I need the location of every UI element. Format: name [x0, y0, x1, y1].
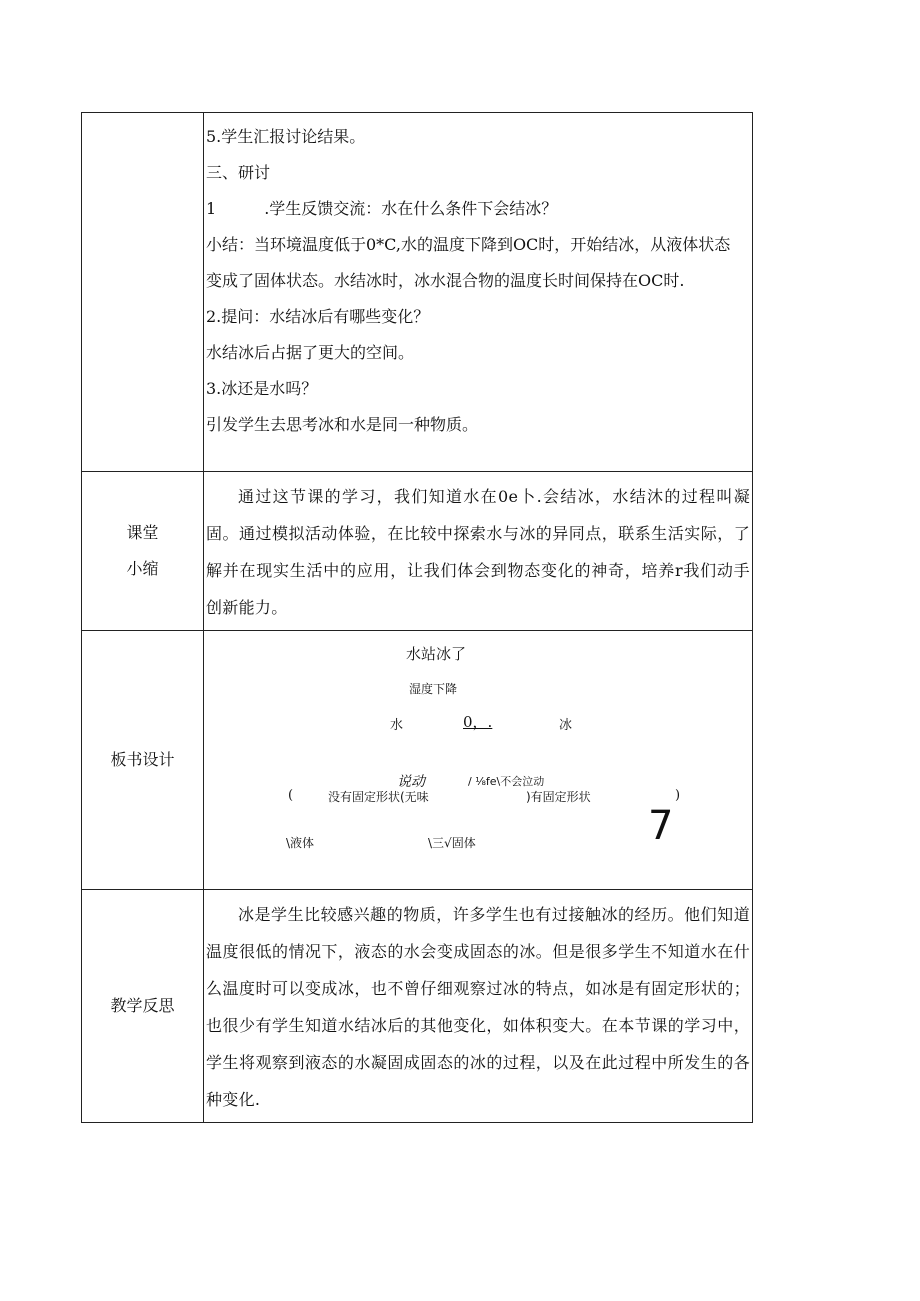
summary-row	[82, 472, 753, 631]
process-line: 引发学生去思考冰和水是同一种物质。	[206, 415, 479, 434]
board-subtitle: 湿度下降	[409, 682, 458, 696]
board-has-shape: )有固定形状	[526, 790, 591, 804]
summary-label-line1: 课堂	[126, 523, 159, 542]
reflection-text: 冰是学生比较感兴趣的物质，许多学生也有过接触冰的经历。他们知道温度很低的情况下，液态的水会变成固态的冰。但是很多学生不知道水在什么温度时可以变成冰，也不曾仔细观察过冰的特点，如冰是有固定形状的；也很少有学生知道水结冰后的其他变化，如体积变大。在本节课的学习中，学生将观察到液态的水凝固成固态的冰的过程，以及在此过程中所发生的各种变化.	[206, 905, 750, 1109]
reflection-content-cell	[204, 890, 753, 1123]
board-solid: \三√固体	[428, 836, 476, 850]
board-no-flow: / ⅛fe\不会泣动	[468, 775, 545, 788]
board-ice: 冰	[559, 718, 573, 733]
board-paren-left: (	[288, 788, 294, 803]
process-line: 5.学生汇报讨论结果。	[206, 127, 366, 146]
process-line: 3.冰还是水吗？	[206, 379, 318, 398]
summary-label-cell	[82, 472, 204, 631]
board-label: 板书设计	[110, 750, 175, 769]
item-number: 1	[206, 199, 217, 218]
summary-content-cell	[204, 472, 753, 631]
board-row	[82, 631, 753, 890]
process-line	[204, 191, 752, 227]
board-content-cell	[204, 631, 753, 890]
process-heading: 三、研讨	[206, 163, 271, 182]
process-content-cell	[204, 113, 753, 472]
process-row	[82, 113, 753, 472]
board-flow: 说动	[397, 774, 425, 790]
board-paren-right: )	[675, 788, 681, 803]
process-line: 变成了固体状态。水结冰时，冰水混合物的温度长时间保持在OC时.	[206, 271, 685, 290]
reflection-label: 教学反思	[110, 996, 175, 1015]
board-design	[204, 631, 752, 889]
process-line: 2.提问：水结冰后有哪些变化？	[206, 307, 430, 326]
board-label-cell	[82, 631, 204, 890]
process-label-cell	[82, 113, 204, 472]
board-seven: 7	[648, 803, 674, 849]
board-no-shape: 没有固定形状(无味	[328, 790, 429, 804]
lesson-plan-table	[81, 112, 753, 1123]
process-line: 小结：当环境温度低于0*C,水的温度下降到OC时，开始结冰，从液体状态	[206, 235, 731, 254]
process-line: 水结冰后占据了更大的空间。	[206, 343, 415, 362]
board-liquid: \液体	[286, 836, 315, 850]
summary-text: 通过这节课的学习，我们知道水在0e卜.会结冰，水结沐的过程叫凝固。通过模拟活动体验，在比较中探索水与冰的异同点，联系生活实际，了解并在现实生活中的应用，让我们体会到物态变化的神奇，培养r我们动手创新能力。	[206, 487, 750, 617]
board-water: 水	[390, 718, 404, 733]
reflection-row	[82, 890, 753, 1123]
reflection-label-cell	[82, 890, 204, 1123]
process-line-text: .学生反馈交流：水在什么条件下会结冰？	[264, 199, 558, 218]
board-title: 水站冰了	[406, 645, 467, 663]
summary-label-line2: 小缩	[126, 559, 159, 578]
board-zero: 0，.	[463, 713, 493, 731]
